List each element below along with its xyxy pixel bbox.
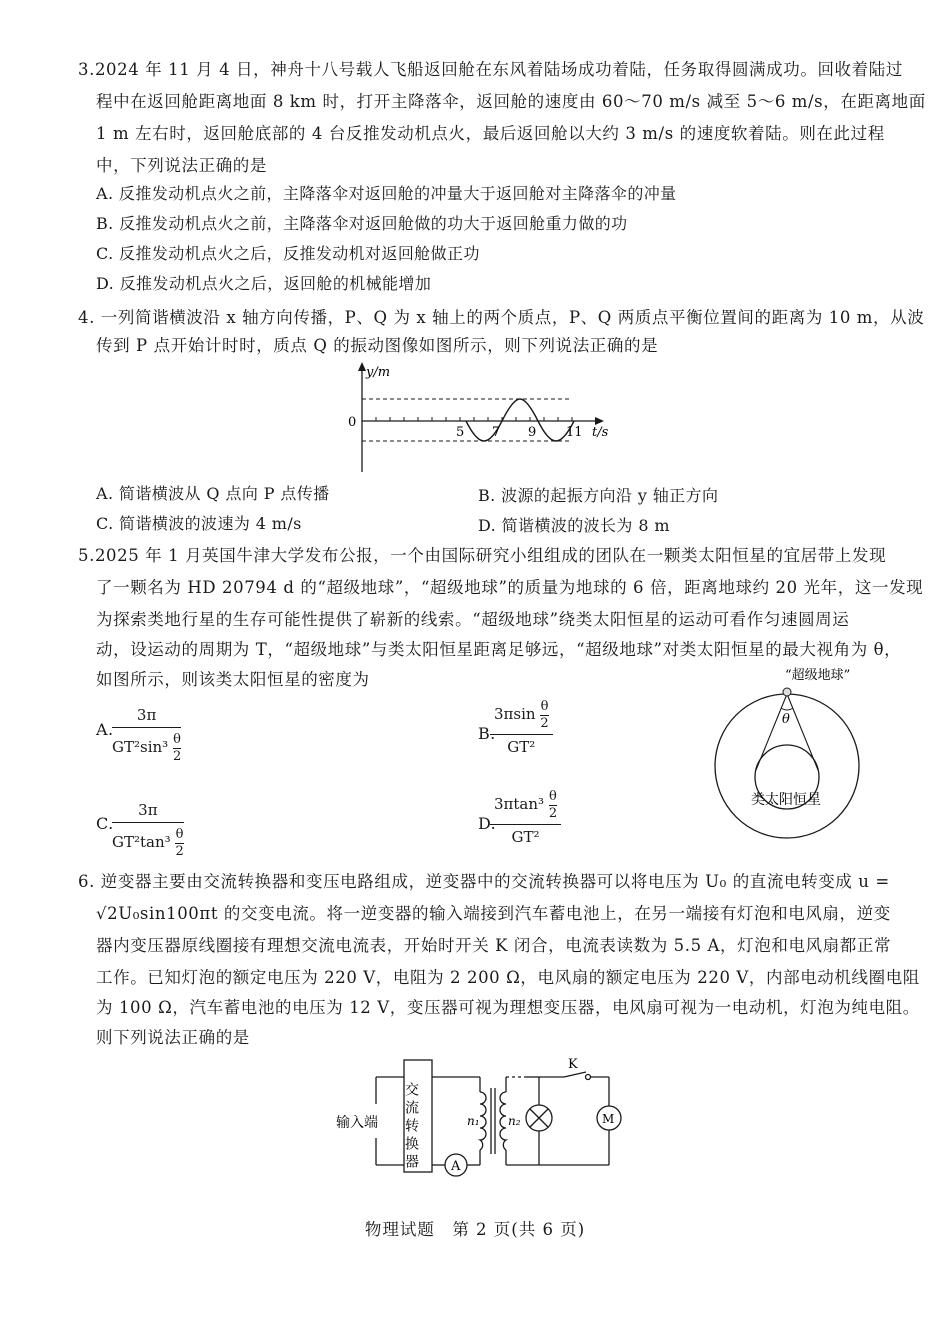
q5-option-a-fraction bbox=[112, 708, 181, 763]
planet-label: “超级地球” bbox=[785, 668, 851, 683]
q4-option-a: A. 简谐横波从 Q 点向 P 点传播 bbox=[96, 484, 330, 503]
q5-line-4: 动，设运动的周期为 T，“超级地球”与类太阳恒星距离足够远，“超级地球”对类太阳恒星的最大视角为 θ， bbox=[96, 640, 902, 659]
vibration-graph bbox=[330, 362, 630, 474]
q6-line-6: 则下列说法正确的是 bbox=[96, 1028, 250, 1047]
q3-line-2: 程中在返回舱距离地面 8 km 时，打开主降落伞，返回舱的速度由 60～70 m/s 减至 5～6 m/s，在距离地面 bbox=[96, 92, 926, 111]
q4-line-2: 传到 P 点开始计时时，质点 Q 的振动图像如图所示，则下列说法正确的是 bbox=[96, 336, 659, 355]
q3-line-4: 中，下列说法正确的是 bbox=[96, 156, 267, 175]
graph-tick-7: 7 bbox=[492, 425, 501, 440]
q5-c-half-num: θ bbox=[175, 827, 184, 842]
q5-line-2: 了一颗名为 HD 20794 d 的“超级地球”，“超级地球”的质量为地球的 6 倍，距离地球约 20 光年，这一发现 bbox=[96, 578, 924, 597]
q3-option-b: B. 反推发动机点火之前，主降落伞对返回舱做的功大于返回舱重力做的功 bbox=[96, 214, 628, 233]
q3-option-a: A. 反推发动机点火之前，主降落伞对返回舱的冲量大于返回舱对主降落伞的冲量 bbox=[96, 184, 677, 203]
q5-option-a-letter: A. bbox=[96, 720, 114, 739]
q5-a-half-den: 2 bbox=[172, 748, 182, 764]
q6-line-1: 6. 逆变器主要由交流转换器和变压电路组成，逆变器中的交流转换器可以将电压为 U₀ 的直流电转变成 u = bbox=[78, 872, 890, 891]
q3-option-c: C. 反推发动机点火之后，反推发动机对返回舱做正功 bbox=[96, 244, 480, 263]
n1-label: n₁ bbox=[467, 1114, 480, 1128]
q5-option-c-fraction bbox=[112, 803, 184, 858]
q4-line-1: 4. 一列简谐横波沿 x 轴方向传播，P、Q 为 x 轴上的两个质点，P、Q 两质点平衡位置间的距离为 10 m，从波 bbox=[78, 308, 925, 327]
angle-label: θ bbox=[782, 712, 790, 727]
q5-option-c-letter: C. bbox=[96, 814, 114, 833]
n2-label: n₂ bbox=[508, 1114, 521, 1128]
q5-c-half-den: 2 bbox=[175, 843, 184, 859]
q4-option-d: D. 简谐横波的波长为 8 m bbox=[478, 516, 670, 535]
q3-line-1: 3.2024 年 11 月 4 日，神舟十八号载人飞船返回舱在东风着陆场成功着陆，任务取得圆满成功。回收着陆过 bbox=[78, 60, 903, 79]
q6-line-4: 工作。已知灯泡的额定电压为 220 V，电阻为 2 200 Ω，电风扇的额定电压为 220 V，内部电动机线圈电阻 bbox=[96, 968, 920, 987]
q6-line-3: 器内变压器原线圈接有理想交流电流表，开始时开关 K 闭合，电流表读数为 5.5 A，灯泡和电风扇都正常 bbox=[96, 936, 892, 955]
q4-option-c: C. 简谐横波的波速为 4 m/s bbox=[96, 514, 302, 533]
q5-b-half-num: θ bbox=[540, 699, 549, 714]
graph-xlabel: t/s bbox=[592, 425, 609, 440]
q5-option-d-letter: D. bbox=[478, 814, 497, 833]
graph-tick-11: 11 bbox=[566, 425, 583, 440]
motor-label: M bbox=[602, 1112, 615, 1126]
q6-line-5: 为 100 Ω，汽车蓄电池的电压为 12 V，变压器可视为理想变压器，电风扇可视为一电动机，灯泡为纯电阻。 bbox=[96, 998, 920, 1017]
graph-tick-5: 5 bbox=[456, 425, 465, 440]
q5-a-half-num: θ bbox=[173, 732, 181, 747]
orbit-figure bbox=[705, 662, 875, 852]
q5-b-numerator: 3πsin bbox=[494, 705, 536, 724]
q5-option-b-fraction bbox=[490, 700, 553, 755]
q3-option-d: D. 反推发动机点火之后，返回舱的机械能增加 bbox=[96, 274, 432, 293]
q5-a-denominator: GT²sin³ bbox=[112, 738, 169, 757]
q5-d-numerator: 3πtan³ bbox=[494, 795, 545, 814]
q5-d-half-den: 2 bbox=[548, 805, 558, 821]
graph-tick-9: 9 bbox=[528, 425, 537, 440]
q6-line-2: √2U₀sin100πt 的交变电流。将一逆变器的输入端接到汽车蓄电池上，在另一端接有灯泡和电风扇，逆变 bbox=[96, 904, 891, 923]
converter-label: 交流转换器 bbox=[403, 1082, 419, 1172]
input-terminal-label: 输入端 bbox=[336, 1115, 378, 1131]
q5-line-5: 如图所示，则该类太阳恒星的密度为 bbox=[96, 670, 370, 689]
page-footer: 物理试题 第 2 页(共 6 页) bbox=[364, 1220, 586, 1239]
q3-line-3: 1 m 左右时，返回舱底部的 4 台反推发动机点火，最后返回舱以大约 3 m/s 的速度软着陆。则在此过程 bbox=[96, 124, 885, 143]
q5-option-d-fraction bbox=[490, 790, 561, 845]
q5-b-denominator: GT² bbox=[507, 738, 536, 757]
star-label: 类太阳恒星 bbox=[751, 792, 821, 808]
graph-ylabel: y/m bbox=[366, 365, 391, 380]
q5-c-denominator: GT²tan³ bbox=[112, 833, 171, 852]
switch-label: K bbox=[568, 1057, 578, 1072]
q5-option-b-letter: B. bbox=[478, 724, 496, 743]
q5-d-half-num: θ bbox=[549, 789, 557, 804]
graph-origin: 0 bbox=[348, 415, 357, 430]
q5-line-1: 5.2025 年 1 月英国牛津大学发布公报，一个由国际研究小组组成的团队在一颗类太阳恒星的宜居带上发现 bbox=[78, 546, 887, 565]
ammeter-label: A bbox=[451, 1159, 461, 1174]
q4-option-b: B. 波源的起振方向沿 y 轴正方向 bbox=[478, 486, 719, 505]
q5-d-denominator: GT² bbox=[511, 828, 540, 847]
planet-dot bbox=[783, 688, 791, 696]
q5-a-numerator: 3π bbox=[136, 706, 157, 724]
q5-c-numerator: 3π bbox=[138, 801, 158, 819]
circuit-diagram bbox=[332, 1052, 642, 1182]
q5-b-half-den: 2 bbox=[540, 715, 549, 731]
q5-line-3: 为探索类地行星的生存可能性提供了崭新的线索。“超级地球”绕类太阳恒星的运动可看作匀速圆周运 bbox=[96, 610, 850, 629]
